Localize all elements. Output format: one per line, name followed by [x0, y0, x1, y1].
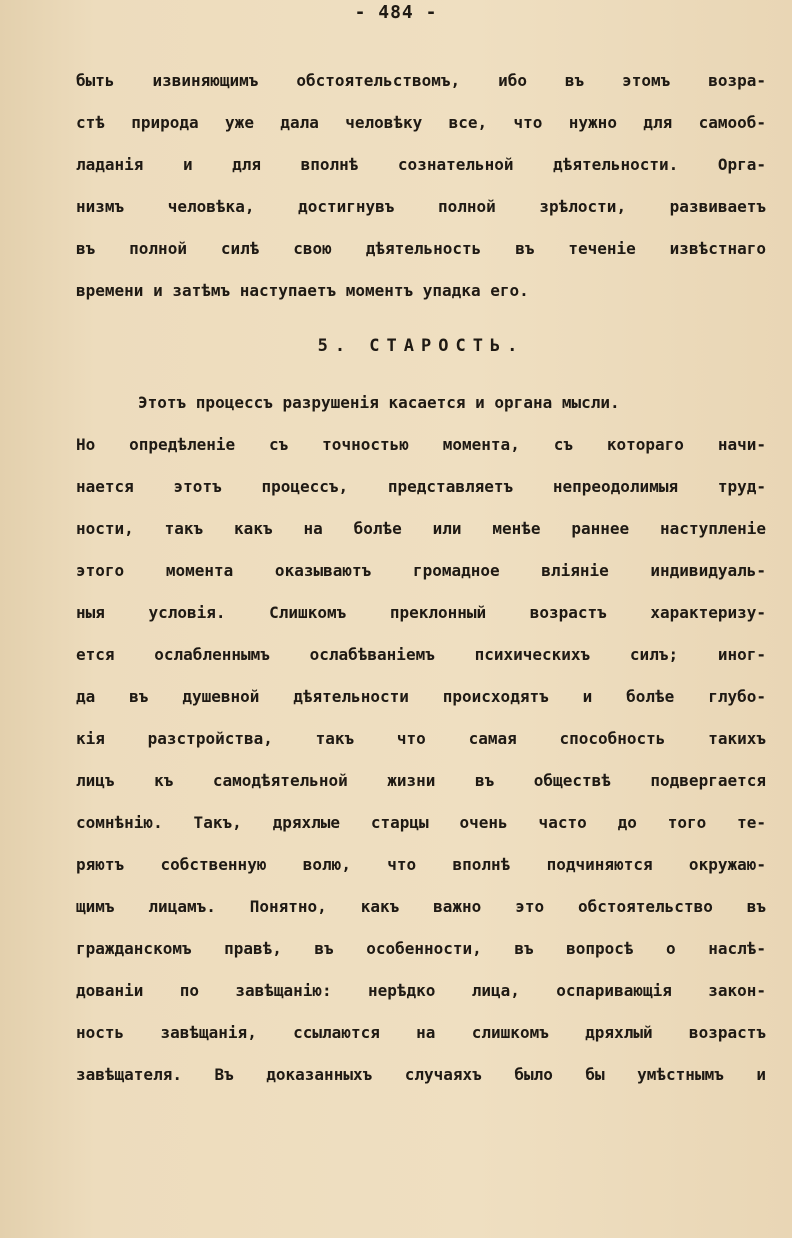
- text-line: щимъ лицамъ. Понятно, какъ важно это обстоятельство въ: [76, 897, 766, 916]
- text-line: низмъ человѣка, достигнувъ полной зрѣлости, развиваетъ: [76, 197, 766, 216]
- text-line: ность завѣщанія, ссылаются на слишкомъ дряхлый возрастъ: [76, 1023, 766, 1042]
- text-line: кія разстройства, такъ что самая способность такихъ: [76, 729, 766, 748]
- text-line: сомнѣнію. Такъ, дряхлые старцы очень часто до того те-: [76, 813, 766, 832]
- section-heading: 5. СТАРОСТЬ.: [317, 336, 525, 356]
- text-line: Этотъ процессъ разрушенія касается и органа мысли.: [138, 393, 620, 412]
- body-text: [76, 60, 766, 1096]
- text-line: въ полной силѣ свою дѣятельность въ теченіе извѣстнаго: [76, 239, 766, 258]
- text-line: гражданскомъ правѣ, въ особенности, въ вопросѣ о наслѣ-: [76, 939, 766, 958]
- text-line: ныя условія. Слишкомъ преклонный возрастъ характеризу-: [76, 603, 766, 622]
- text-line: этого момента оказываютъ громадное вліяніе индивидуаль-: [76, 561, 766, 580]
- text-line: ности, такъ какъ на болѣе или менѣе раннее наступленіе: [76, 519, 766, 538]
- text-line: ряютъ собственную волю, что вполнѣ подчиняются окружаю-: [76, 855, 766, 874]
- text-line: стѣ природа уже дала человѣку все, что нужно для самооб-: [76, 113, 766, 132]
- text-line: лицъ къ самодѣятельной жизни въ обществѣ подвергается: [76, 771, 766, 790]
- text-line: Но опредѣленіе съ точностью момента, съ котораго начи-: [76, 435, 766, 454]
- text-line: нается этотъ процессъ, представляетъ непреодолимыя труд-: [76, 477, 766, 496]
- text-line: ется ослабленнымъ ослабѣваніемъ психическихъ силъ; иног-: [76, 645, 766, 664]
- text-line: завѣщателя. Въ доказанныхъ случаяхъ было бы умѣстнымъ и: [76, 1065, 766, 1084]
- page-number: - 484 -: [354, 2, 438, 23]
- text-line: ладанія и для вполнѣ сознательной дѣятельности. Орга-: [76, 155, 766, 174]
- text-line: быть извиняющимъ обстоятельствомъ, ибо въ этомъ возра-: [76, 71, 766, 90]
- text-line: времени и затѣмъ наступаетъ моментъ упадка его.: [76, 281, 529, 300]
- text-line: да въ душевной дѣятельности происходятъ и болѣе глубо-: [76, 687, 766, 706]
- text-line: дованіи по завѣщанію: нерѣдко лица, оспаривающія закон-: [76, 981, 766, 1000]
